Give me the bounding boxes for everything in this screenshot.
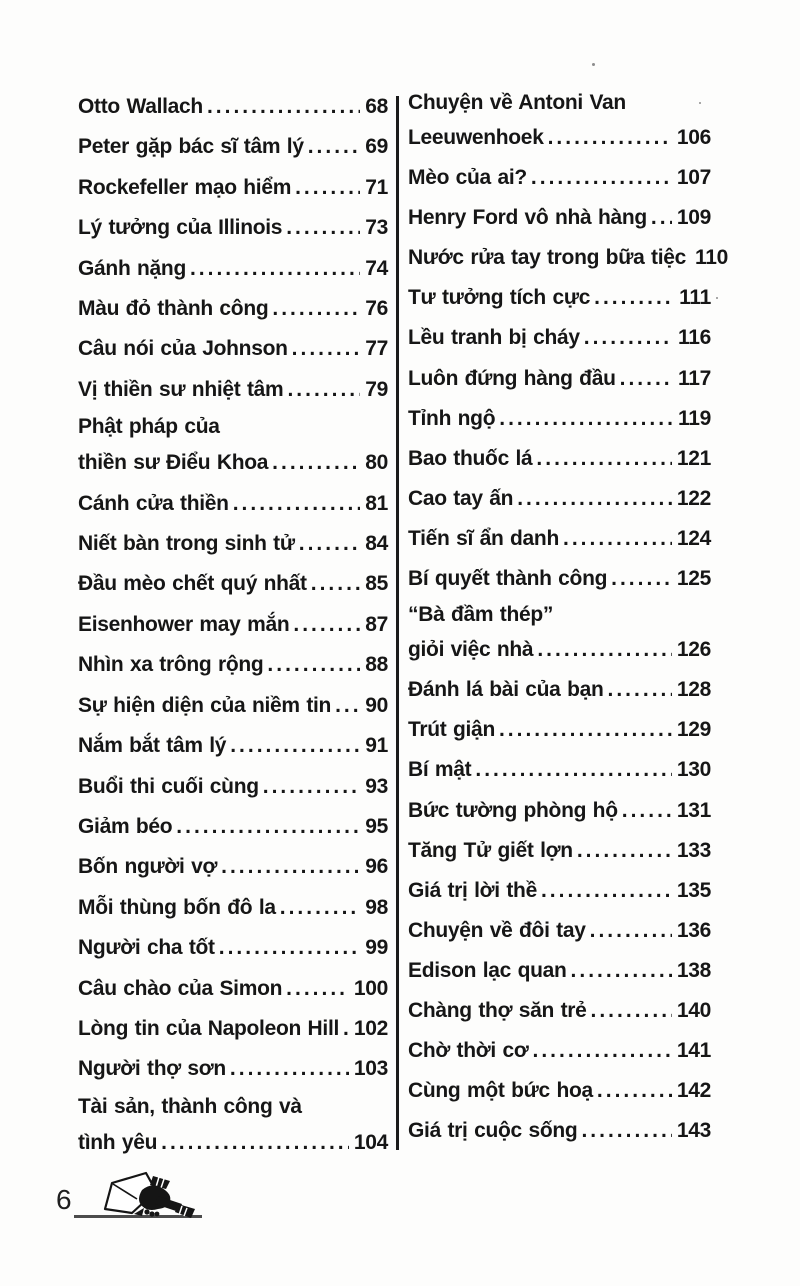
- toc-entry-title: Nhìn xa trông rộng: [78, 653, 264, 677]
- toc-entry-page-number: 74: [365, 256, 388, 280]
- toc-entry: [78, 888, 388, 928]
- toc-entry-page-number: 95: [365, 814, 388, 838]
- toc-entry-title: Luôn đứng hàng đầu: [408, 366, 616, 390]
- dot-leader: [272, 443, 360, 483]
- toc-entry-page-number: 98: [365, 895, 388, 919]
- dot-leader: [590, 911, 672, 951]
- toc-entry-page-number: 80: [365, 451, 388, 475]
- toc-entry-page-number: 138: [676, 958, 711, 982]
- dot-leader: [581, 1111, 671, 1151]
- dot-leader: [577, 831, 672, 871]
- toc-entry: [408, 831, 711, 871]
- toc-entry-title: Cánh cửa thiền: [78, 491, 229, 515]
- dot-leader: [584, 318, 673, 358]
- toc-entry-title: Otto Wallach: [78, 95, 203, 118]
- toc-entry: [408, 951, 711, 991]
- toc-entry-title: Tư tưởng tích cực: [408, 286, 591, 310]
- toc-column-left: [78, 87, 388, 1163]
- dot-leader: [531, 158, 672, 198]
- dot-leader: [221, 847, 360, 887]
- toc-entry-title: Đánh lá bài của bạn: [408, 678, 604, 702]
- toc-entry: [408, 991, 711, 1031]
- dot-leader: [651, 198, 672, 238]
- toc-entry: [408, 359, 711, 399]
- dot-leader: [517, 479, 672, 519]
- toc-entry: [408, 238, 728, 278]
- toc-entry: [78, 847, 388, 887]
- toc-entry: [78, 726, 388, 766]
- dot-leader: [311, 564, 361, 604]
- dot-leader: [591, 991, 672, 1031]
- dot-leader: [608, 670, 672, 710]
- toc-entry: [78, 329, 388, 369]
- toc-entry-title: Sự hiện diện của niềm tin: [78, 693, 332, 717]
- dot-leader: [620, 359, 673, 399]
- toc-entry-title: Buổi thi cuối cùng: [78, 774, 259, 798]
- toc-entry: [78, 168, 388, 208]
- toc-entry: [78, 969, 388, 1009]
- toc-entry-page-number: 124: [676, 526, 711, 550]
- toc-entry-title: Giá trị cuộc sống: [408, 1119, 578, 1143]
- toc-entry: [408, 1111, 711, 1151]
- toc-entry: [78, 289, 388, 329]
- toc-entry-page-number: 109: [676, 206, 711, 230]
- toc-entry-page-number: 88: [365, 653, 388, 677]
- toc-entry-page-number: 110: [695, 246, 728, 270]
- dot-leader: [563, 519, 672, 559]
- dot-leader: [571, 951, 672, 991]
- dot-leader: [230, 726, 360, 766]
- toc-entry-page-number: 90: [365, 693, 388, 717]
- dot-leader: [335, 686, 360, 726]
- toc-entry: [78, 249, 388, 289]
- dot-leader: [267, 645, 360, 685]
- toc-entry: [408, 1031, 711, 1071]
- toc-entry: [78, 645, 388, 685]
- dot-leader: [548, 118, 672, 158]
- toc-entry-page-number: 77: [365, 337, 388, 361]
- toc-entry-title: Gánh nặng: [78, 256, 186, 280]
- dot-leader: [622, 791, 672, 831]
- toc-entry: [78, 127, 388, 167]
- toc-entry-title: Chờ thời cơ: [408, 1039, 529, 1063]
- toc-entry-title: Bí mật: [408, 758, 472, 782]
- toc-entry-title: Lòng tin của Napoleon Hill: [78, 1016, 340, 1040]
- toc-entry-page-number: 76: [365, 297, 388, 321]
- toc-entry: [408, 87, 711, 158]
- dot-leader: [161, 1123, 349, 1163]
- toc-entry: [408, 519, 711, 559]
- toc-entry-title: Eisenhower may mắn: [78, 612, 290, 636]
- toc-entry-page-number: 85: [365, 572, 388, 596]
- toc-entry-page-number: 111: [679, 286, 711, 310]
- toc-entry-title: Màu đỏ thành công: [78, 297, 269, 321]
- toc-entry: [78, 564, 388, 604]
- toc-entry-title: Tiến sĩ ẩn danh: [408, 526, 559, 550]
- toc-entry-page-number: 68: [365, 95, 388, 118]
- toc-column-right: [408, 87, 728, 1151]
- toc-entry-page-number: 93: [365, 774, 388, 798]
- toc-entry: [78, 484, 388, 524]
- toc-entry-title: Nắm bắt tâm lý: [78, 734, 227, 758]
- toc-entry-title: Edison lạc quan: [408, 958, 567, 982]
- toc-entry-page-number: 131: [676, 798, 711, 822]
- toc-entry-page-number: 81: [365, 491, 388, 515]
- toc-entry: [408, 710, 711, 750]
- dot-leader: [219, 928, 361, 968]
- toc-entry-page-number: 119: [678, 406, 711, 430]
- toc-entry-page-number: 104: [353, 1130, 388, 1154]
- toc-entry-page-number: 96: [365, 855, 388, 879]
- toc-entry-page-number: 133: [676, 838, 711, 862]
- toc-entry-page-number: 129: [676, 718, 711, 742]
- toc-entry: [78, 87, 388, 127]
- toc-entry: [78, 370, 388, 410]
- toc-entry-title: Peter gặp bác sĩ tâm lý: [78, 135, 304, 159]
- toc-entry-page-number: 128: [676, 678, 711, 702]
- dot-leader: [536, 439, 671, 479]
- toc-entry-title: Phật pháp của: [78, 415, 220, 439]
- toc-entry-title: Giảm béo: [78, 814, 173, 838]
- toc-entry: [408, 871, 711, 911]
- toc-entry-page-number: 141: [676, 1039, 711, 1063]
- toc-entry: [78, 524, 388, 564]
- dot-leader: [272, 289, 360, 329]
- toc-entry-title: Tăng Tử giết lợn: [408, 838, 573, 862]
- toc-entry-title: Bí quyết thành công: [408, 567, 608, 591]
- dot-leader: [176, 807, 360, 847]
- toc-entry-page-number: 122: [676, 486, 711, 510]
- toc-entry-page-number: 136: [676, 918, 711, 942]
- toc-entry-title: Giá trị lời thề: [408, 878, 537, 902]
- toc-entry-title: Leeuwenhoek: [408, 126, 544, 149]
- toc-entry-page-number: 125: [676, 567, 711, 591]
- toc-entry-page-number: 116: [678, 326, 711, 350]
- dot-leader: [287, 370, 360, 410]
- dot-leader: [308, 127, 361, 167]
- toc-entry-title: Trút giận: [408, 718, 495, 742]
- toc-entry-page-number: 103: [353, 1057, 388, 1081]
- toc-entry-page-number: 100: [353, 976, 388, 1000]
- toc-entry-page-number: 142: [676, 1079, 711, 1103]
- toc-entry-page-number: 84: [365, 532, 388, 556]
- toc-entry-title: Đầu mèo chết quý nhất: [78, 572, 307, 596]
- dot-leader: [299, 524, 360, 564]
- toc-entry-title: giỏi việc nhà: [408, 638, 534, 662]
- toc-entry-page-number: 126: [676, 638, 711, 662]
- toc-entry-title: Bao thuốc lá: [408, 446, 533, 470]
- toc-entry-page-number: 121: [676, 446, 711, 470]
- dot-leader: [533, 1031, 672, 1071]
- toc-entry-title: Rockefeller mạo hiểm: [78, 175, 292, 199]
- dot-leader: [292, 329, 361, 369]
- toc-entry: [78, 1090, 388, 1163]
- toc-entry-page-number: 106: [676, 126, 711, 149]
- toc-entry-page-number: 99: [365, 936, 388, 960]
- dot-leader: [263, 767, 360, 807]
- toc-entry: [408, 399, 711, 439]
- dot-leader: [499, 710, 672, 750]
- toc-entry: [78, 686, 388, 726]
- toc-entry-title: Câu nói của Johnson: [78, 337, 288, 361]
- toc-entry-title: Tài sản, thành công và: [78, 1094, 302, 1118]
- toc-entry-title: Chuyện về đôi tay: [408, 918, 586, 942]
- toc-entry: [408, 1071, 711, 1111]
- toc-entry-title: Người thợ sơn: [78, 1057, 226, 1081]
- toc-entry: [408, 278, 711, 318]
- toc-entry-page-number: 87: [365, 612, 388, 636]
- scan-speck: [699, 102, 701, 104]
- dot-leader: [295, 168, 360, 208]
- toc-entry-title: Niết bàn trong sinh tử: [78, 532, 295, 556]
- toc-entry-title: Henry Ford vô nhà hàng: [408, 206, 647, 230]
- toc-entry-title: Nước rửa tay trong bữa tiệc: [408, 246, 687, 270]
- dot-leader: [207, 87, 360, 127]
- toc-entry-page-number: 140: [676, 998, 711, 1022]
- toc-entry: [78, 1049, 388, 1089]
- toc-entry-page-number: 143: [676, 1119, 711, 1143]
- toc-entry: [408, 791, 711, 831]
- toc-entry-title: Bốn người vợ: [78, 855, 218, 879]
- toc-entry-title: Tỉnh ngộ: [408, 406, 496, 430]
- toc-entry: [408, 750, 711, 790]
- toc-entry-title: “Bà đầm thép”: [408, 603, 554, 627]
- toc-entry-page-number: 135: [676, 878, 711, 902]
- toc-entry-title: Mèo của ai?: [408, 166, 527, 190]
- scan-speck: [716, 297, 718, 299]
- toc-entry-title: Người cha tốt: [78, 936, 215, 960]
- dot-leader: [537, 630, 672, 670]
- toc-entry: [408, 559, 711, 599]
- toc-entry-page-number: 79: [365, 377, 388, 401]
- dot-leader: [541, 871, 672, 911]
- dot-leader: [230, 1049, 349, 1089]
- toc-entry-title: Lều tranh bị cháy: [408, 326, 580, 350]
- scan-speck: [592, 63, 595, 66]
- toc-entry: [78, 208, 388, 248]
- toc-entry: [78, 807, 388, 847]
- toc-entry: [408, 599, 711, 670]
- toc-entry-page-number: 130: [676, 758, 711, 782]
- toc-entry-page-number: 117: [678, 366, 711, 390]
- toc-entry: [408, 439, 711, 479]
- dot-leader: [475, 750, 671, 790]
- toc-entry-title: Chuyện về Antoni Van: [408, 91, 626, 114]
- column-divider-rule: [396, 96, 399, 1150]
- toc-entry-title: tình yêu: [78, 1130, 158, 1154]
- toc-entry-title: Cao tay ấn: [408, 486, 514, 510]
- toc-entry: [408, 670, 711, 710]
- dot-leader: [499, 399, 673, 439]
- toc-entry-title: Cùng một bức hoạ: [408, 1079, 593, 1103]
- toc-entry-page-number: 71: [365, 175, 388, 199]
- toc-entry-title: Bức tường phòng hộ: [408, 798, 618, 822]
- dot-leader: [280, 888, 360, 928]
- dot-leader: [597, 1071, 672, 1111]
- toc-entry-page-number: 91: [365, 734, 388, 758]
- page-number: 6: [56, 1184, 72, 1215]
- dot-leader: [611, 559, 672, 599]
- toc-entry-page-number: 102: [353, 1016, 388, 1040]
- toc-entry: [78, 1009, 388, 1049]
- dot-leader: [343, 1009, 349, 1049]
- toc-entry-title: Mỗi thùng bốn đô la: [78, 895, 276, 919]
- dot-leader: [286, 208, 360, 248]
- toc-entry-page-number: 69: [365, 135, 388, 159]
- dot-leader: [233, 484, 361, 524]
- toc-entry: [408, 911, 711, 951]
- toc-entry: [78, 605, 388, 645]
- toc-entry: [408, 318, 711, 358]
- toc-entry-title: thiền sư Điểu Khoa: [78, 451, 269, 475]
- dot-leader: [190, 249, 360, 289]
- toc-entry: [408, 479, 711, 519]
- dot-leader: [293, 605, 360, 645]
- toc-entry: [408, 158, 711, 198]
- toc-entry-title: Lý tưởng của Illinois: [78, 216, 283, 240]
- hand-holding-pen-icon: [90, 1168, 200, 1223]
- toc-entry-title: Vị thiền sư nhiệt tâm: [78, 377, 284, 401]
- dot-leader: [594, 278, 674, 318]
- toc-entry-title: Chàng thợ săn trẻ: [408, 998, 587, 1022]
- toc-entry-page-number: 107: [676, 166, 711, 190]
- dot-leader: [286, 969, 349, 1009]
- toc-entry: [78, 928, 388, 968]
- toc-entry: [78, 767, 388, 807]
- toc-entry-title: Câu chào của Simon: [78, 976, 283, 1000]
- toc-entry: [408, 198, 711, 238]
- toc-entry: [78, 410, 388, 483]
- toc-entry-page-number: 73: [365, 216, 388, 240]
